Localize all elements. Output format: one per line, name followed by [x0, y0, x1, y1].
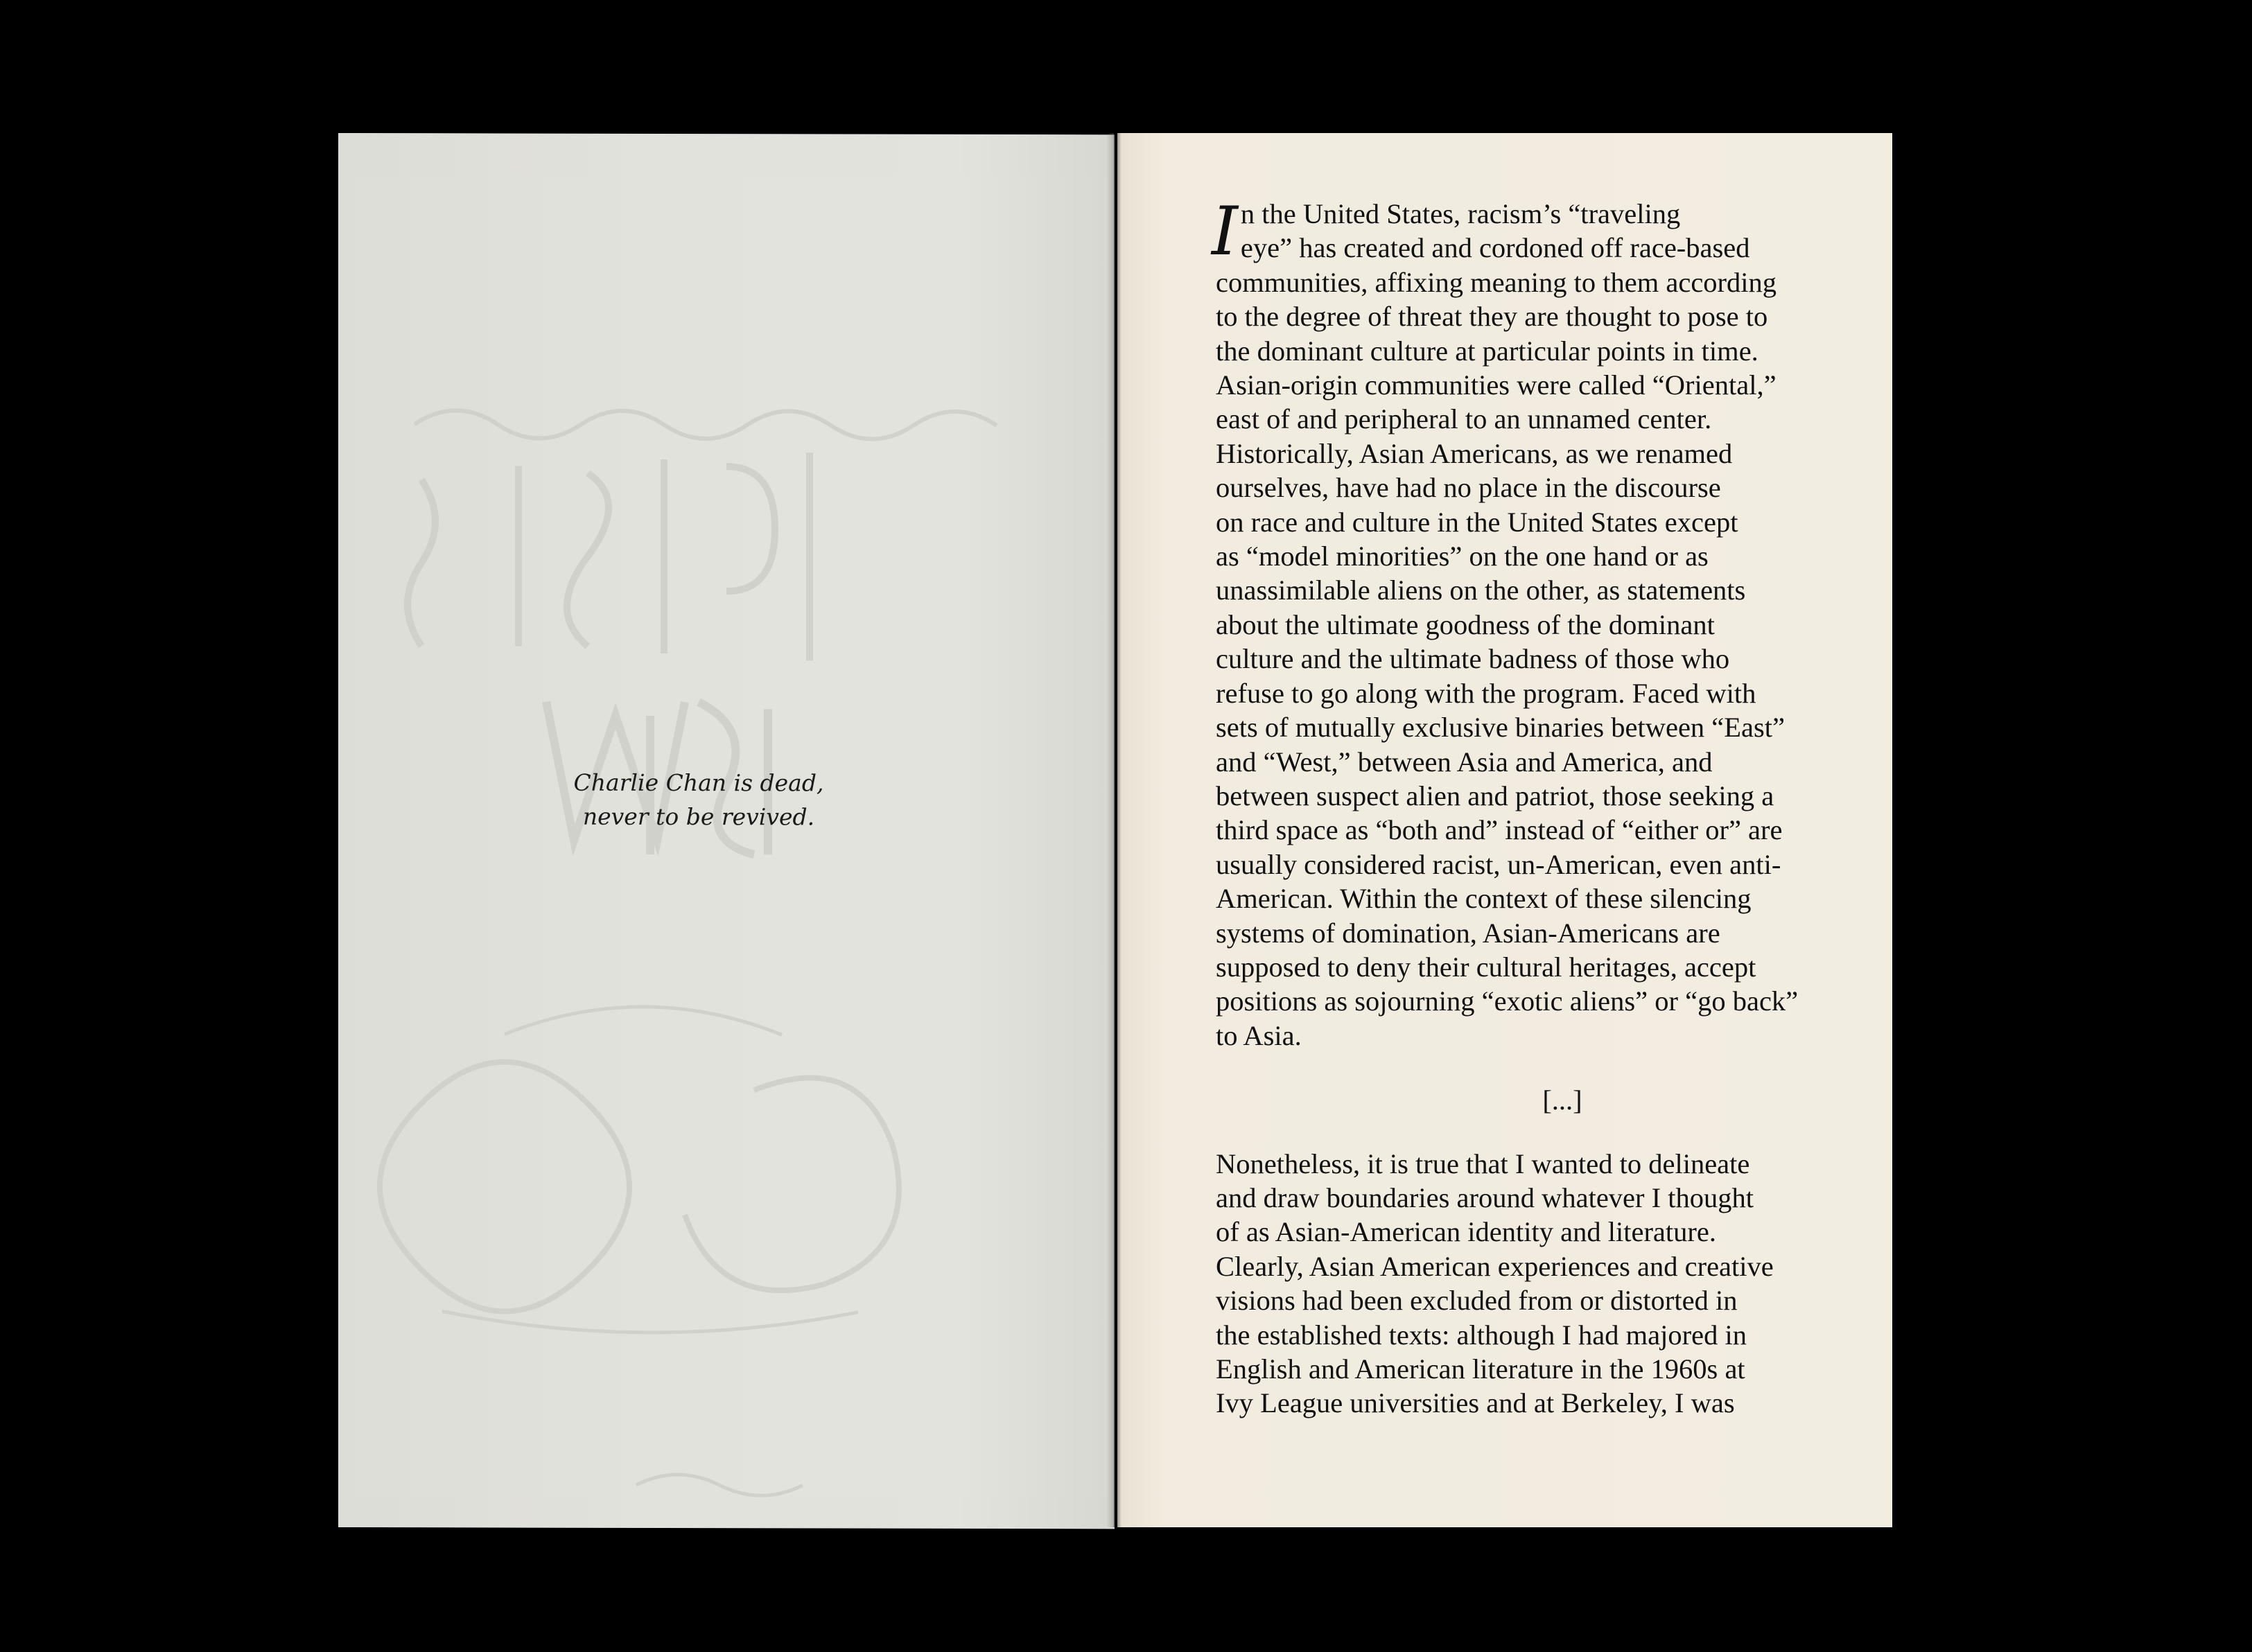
epigraph-line-1: Charlie Chan is dead, [573, 768, 824, 797]
section-ellipsis: [...] [1542, 1084, 1582, 1116]
right-page [1117, 133, 1892, 1527]
paragraph-1 [1212, 193, 1867, 1053]
paragraph-1-text: n the United States, racism’s “traveling eye” has created and cordoned off race-based communities, affixing meaning to them according to the degree of threat they are thought to pose to the dominant culture at particular points in time. Asian-origin communities were called “Oriental,” east of and peripheral to an unnamed center. Historically, Asian Americans, as we renamed ourselves, have had no place in the discourse on race and culture in the United States except as “model minorities” on the one hand or as unassimilable aliens on the other, as statements about the ultimate goodness of the dominant culture and the ultimate badness of those who refuse to go along with the program. Faced with sets of mutually exclusive binaries between “East” and “West,” between Asia and America, and between suspect alien and patriot, those seeking a third space as “both and” instead of “either or” are usually considered racist, un-American, even anti- American. Within the context of these silencing systems of domination, Asian-Americans are supposed to deny their cultural heritages, accept positions as sojourning “exotic aliens” or “go back” to Asia. [1216, 198, 1799, 1051]
left-page [338, 133, 1115, 1529]
epigraph-line-2: never to be revived. [582, 802, 815, 831]
book-gutter [1106, 133, 1121, 1527]
paragraph-2: Nonetheless, it is true that I wanted to delineate and draw boundaries around whatever I thought of as Asian-American identity and literature. Clearly, Asian American experiences and creative visions had been excluded from or distorted in the established texts: although I had majored in English and American literature in the 1960s at Ivy League universities and at Berkeley, I was [1216, 1148, 1774, 1419]
drop-cap: I [1212, 193, 1238, 270]
essay-text [1212, 193, 1867, 1421]
epigraph [491, 765, 907, 834]
